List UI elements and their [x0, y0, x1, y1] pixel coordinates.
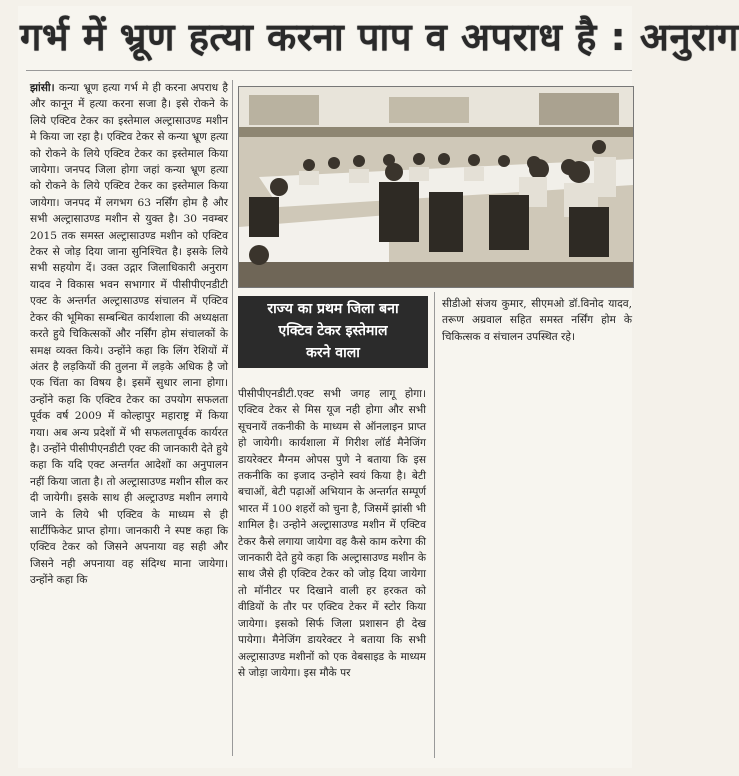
headline: गर्भ में भ्रूण हत्या करना पाप व अपराध है : अनुराग	[20, 15, 739, 59]
dateline: झांसी।	[30, 82, 55, 94]
article-column-3-text: सीडीओ संजय कुमार, सीएमओ डॉ.विनोद यादव, तरूण अग्रवाल सहित समस्त नर्सिंग होम के चिकित्सक व संचालन उपस्थित रहे।	[442, 298, 632, 343]
meeting-photo	[238, 86, 634, 288]
column-rule-2	[434, 292, 435, 758]
article-column-2-text: पीसीपीएनडीटी.एक्ट सभी जगह लागू होगा। एक्टिव टेकर से मिस यूज नही होगा और सभी सूचनायें तकनीकी के माध्यम से ऑनलाइन प्राप्त हो जायेगी। कार्यशाला में गिरीश लॉर्ड मैनेजिंग डायरेक्टर मैग्नम ओपस पुणे ने बताया कि इस तकनीकि का इजाद उन्होने स्वयं किया है। बेटी बचाओं, बेटी पढ़ाओं अभियान के अन्तर्गत सम्पूर्ण भारत में 100 शहरों को चुना है, जिसमें झांसी भी शामिल है। उन्होने अल्ट्रासाउण्ड मशीन में एक्टिव टेकर कैसे लगाया जायेगा वह कैसे काम करेगा की जानकारी देते हुये कहा कि अल्ट्रासाउण्ड मशीन के साथ जैसे ही एक्टिव टेकर को जोड़ दिया जायेगा तो मॉनीटर पर दिखाने वाली हर हरकत को वीडियों के तौर पर एक्टिव टेकर में स्टोर किया जायेगा। इसको सिर्फ जिला प्रशासन ही देख पायेगा। मैनेजिंग डायरेक्टर ने बताया कि सभी अल्ट्रासाउण्ड मशीनों को एक वेबसाइड के माध्यम से जोड़ा जायेगा। इस मौके पर	[238, 388, 426, 679]
subheadline-box	[238, 296, 428, 368]
article-column-2	[238, 386, 426, 758]
meeting-hall-image	[239, 87, 633, 287]
column-rule-1	[232, 80, 233, 756]
subheadline-line-2: एक्टिव टेकर इस्तेमाल	[278, 323, 388, 339]
subheadline-line-3: करने वाला	[306, 345, 360, 361]
subheadline-line-1: राज्य का प्रथम जिला बना	[267, 301, 399, 317]
article-column-3	[442, 296, 632, 345]
headline-rule	[26, 70, 632, 71]
article-lead-text: कन्या भ्रूण हत्या गर्भ मे ही करना अपराध है और कानून में हत्या करना सजा है। इसे रोकने के लिये एक्टिव टेकर का इस्तेमाल अल्ट्रासाउण्ड मशीन मे किया जा रहा है। एक्टिव टेकर से कन्या भ्रूण हत्या को रोकने के लिये एक्टिव टेकर का इस्तेमाल किया जायेगा। जनपद जिला होगा जहां कन्या भ्रूण हत्या को रोकने के लिये एक्टिव टेकर का इस्तेमाल किया जायेगा। जनपद में लगभग 63 नर्सिंग होम है और सभी अल्ट्रासाउण्ड मशीन से युक्त है। 30 नवम्बर 2015 तक समस्त अल्ट्रासाउण्ड मशीन को एक्टिव टेकर से जोड़ दिया जाना सुनिश्चित है। इसके लिये सभी सहयोग दें। उक्त उद्गार जिलाधिकारी अनुराग यादव ने विकास भवन सभागार में पीसीपीएनडीटी एक्ट के अन्तर्गत अल्ट्रासाउण्ड संचालन में एक्टिव टेकर की भूमिका सम्बन्धित कार्यशाला की अध्यक्षता करते हुये चिकित्सकों और नर्सिंग होम संचालकों के समक्ष व्यक्त किये। उन्होंने कहा कि लिंग रेशियों में अंतर है लड़कियों की तुलना में लड़के अधिक है जो एक चिंता का विषय है। इसमें सुधार लाना होगा। उन्होंने कहा कि एक्टिव टेकर का उपयोग सफलता पूर्वक वर्ष 2009 में कोल्हापुर महाराष्ट्र में किया गया। अब अन्य प्रदेशों में भी सफलतापूर्वक कार्यरत है। उन्होंने पीसीपीएनडीटी एक्ट की जानकारी देते हुये कहा कि यदि एक्ट अन्तर्गत आदेशों का अनुपालन नहीं किया जाता है। तो अल्ट्रासाउण्ड मशीन सील कर दी जायेगी। इसके साथ ही अल्ट्राउण्ड मशीन लगाये जाने के लिये भी एक्टिव के माध्यम से ही सार्टीफिकेट प्राप्त होगा। जानकारी ने स्पष्ट कहा कि एक्टिव टेकर को जिसने अपनाया वह सही और जिसने नही अपनाया वह संदिग्ध माना जायेगा। उन्होंने कहा कि	[30, 82, 228, 587]
article-column-1	[30, 80, 228, 760]
